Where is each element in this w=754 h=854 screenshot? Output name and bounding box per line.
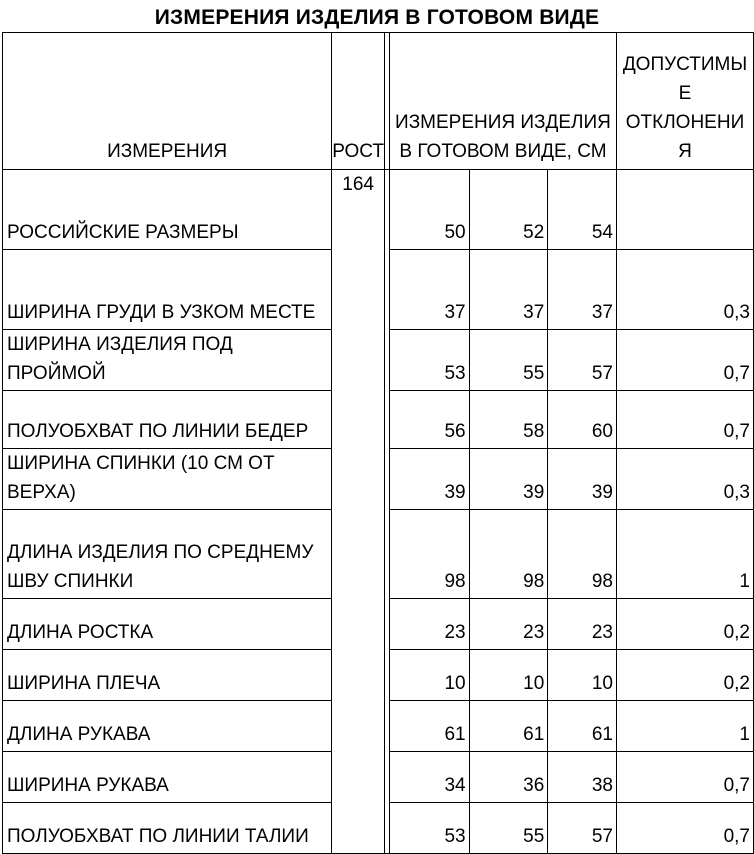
row-label: ДЛИНА РОСТКА bbox=[3, 599, 332, 650]
sheet-title: ИЗМЕРЕНИЯ ИЗДЕЛИЯ В ГОТОВОМ ВИДЕ bbox=[154, 6, 600, 29]
header-height: РОСТ bbox=[332, 33, 385, 170]
size-value: 23 bbox=[389, 599, 469, 650]
size-value: 37 bbox=[469, 250, 548, 330]
tolerance-value: 0,3 bbox=[617, 449, 754, 510]
size-value: 61 bbox=[469, 701, 548, 752]
size-value: 38 bbox=[548, 752, 617, 803]
tolerance-value: 0,7 bbox=[617, 330, 754, 391]
size-value: 23 bbox=[469, 599, 548, 650]
row-label: ШИРИНА ИЗДЕЛИЯ ПОД ПРОЙМОЙ bbox=[3, 330, 332, 391]
size-value: 36 bbox=[469, 752, 548, 803]
tolerance-value: 0,7 bbox=[617, 803, 754, 854]
tolerance-value: 0,2 bbox=[617, 599, 754, 650]
row-label: РОССИЙСКИЕ РАЗМЕРЫ bbox=[3, 170, 332, 250]
header-measure: ИЗМЕРЕНИЯ bbox=[3, 33, 332, 170]
row-label: ПОЛУОБХВАТ ПО ЛИНИИ БЕДЕР bbox=[3, 391, 332, 449]
size-value: 57 bbox=[548, 330, 617, 391]
tolerance-value: 0,7 bbox=[617, 752, 754, 803]
header-tolerance-line-2: Е bbox=[678, 83, 692, 104]
size-value: 57 bbox=[548, 803, 617, 854]
size-value: 98 bbox=[548, 510, 617, 599]
size-value: 98 bbox=[389, 510, 469, 599]
size-value: 60 bbox=[548, 391, 617, 449]
row-label: ШИРИНА ГРУДИ В УЗКОМ МЕСТЕ bbox=[3, 250, 332, 330]
header-tolerance-line-4: Я bbox=[678, 141, 692, 162]
size-value: 39 bbox=[548, 449, 617, 510]
header-measurements: ИЗМЕРЕНИЯ ИЗДЕЛИЯ В ГОТОВОМ ВИДЕ, СМ bbox=[389, 33, 616, 170]
row-label: ШИРИНА РУКАВА bbox=[3, 752, 332, 803]
header-tolerance-line-3: ОТКЛОНЕНИ bbox=[625, 112, 745, 133]
size-value: 55 bbox=[469, 803, 548, 854]
size-value: 56 bbox=[389, 391, 469, 449]
tolerance-value: 1 bbox=[617, 701, 754, 752]
size-value: 54 bbox=[548, 170, 617, 250]
size-value: 10 bbox=[389, 650, 469, 701]
size-value: 39 bbox=[469, 449, 548, 510]
measurements-table bbox=[2, 32, 754, 854]
row-label: ПОЛУОБХВАТ ПО ЛИНИИ ТАЛИИ bbox=[3, 803, 332, 854]
header-tolerance bbox=[617, 33, 754, 170]
size-value: 10 bbox=[469, 650, 548, 701]
size-value: 34 bbox=[389, 752, 469, 803]
table-row bbox=[3, 170, 754, 250]
size-value: 37 bbox=[389, 250, 469, 330]
size-value: 98 bbox=[469, 510, 548, 599]
size-value: 23 bbox=[548, 599, 617, 650]
tolerance-value bbox=[617, 170, 754, 250]
size-value: 37 bbox=[548, 250, 617, 330]
size-value: 50 bbox=[389, 170, 469, 250]
tolerance-value: 0,2 bbox=[617, 650, 754, 701]
size-value: 10 bbox=[548, 650, 617, 701]
size-value: 61 bbox=[389, 701, 469, 752]
size-value: 55 bbox=[469, 330, 548, 391]
size-value: 58 bbox=[469, 391, 548, 449]
size-value: 52 bbox=[469, 170, 548, 250]
header-row bbox=[3, 33, 754, 170]
header-tolerance-line-1: ДОПУСТИМЫ bbox=[622, 54, 748, 75]
tolerance-value: 0,7 bbox=[617, 391, 754, 449]
row-label: ШИРИНА СПИНКИ (10 СМ ОТ ВЕРХА) bbox=[3, 449, 332, 510]
row-label: ШИРИНА ПЛЕЧА bbox=[3, 650, 332, 701]
size-value: 39 bbox=[389, 449, 469, 510]
tolerance-value: 0,3 bbox=[617, 250, 754, 330]
tolerance-value: 1 bbox=[617, 510, 754, 599]
size-value: 61 bbox=[548, 701, 617, 752]
row-label: ДЛИНА РУКАВА bbox=[3, 701, 332, 752]
size-value: 53 bbox=[389, 330, 469, 391]
height-value: 164 bbox=[332, 170, 385, 854]
row-label: ДЛИНА ИЗДЕЛИЯ ПО СРЕДНЕМУ ШВУ СПИНКИ bbox=[3, 510, 332, 599]
size-value: 53 bbox=[389, 803, 469, 854]
